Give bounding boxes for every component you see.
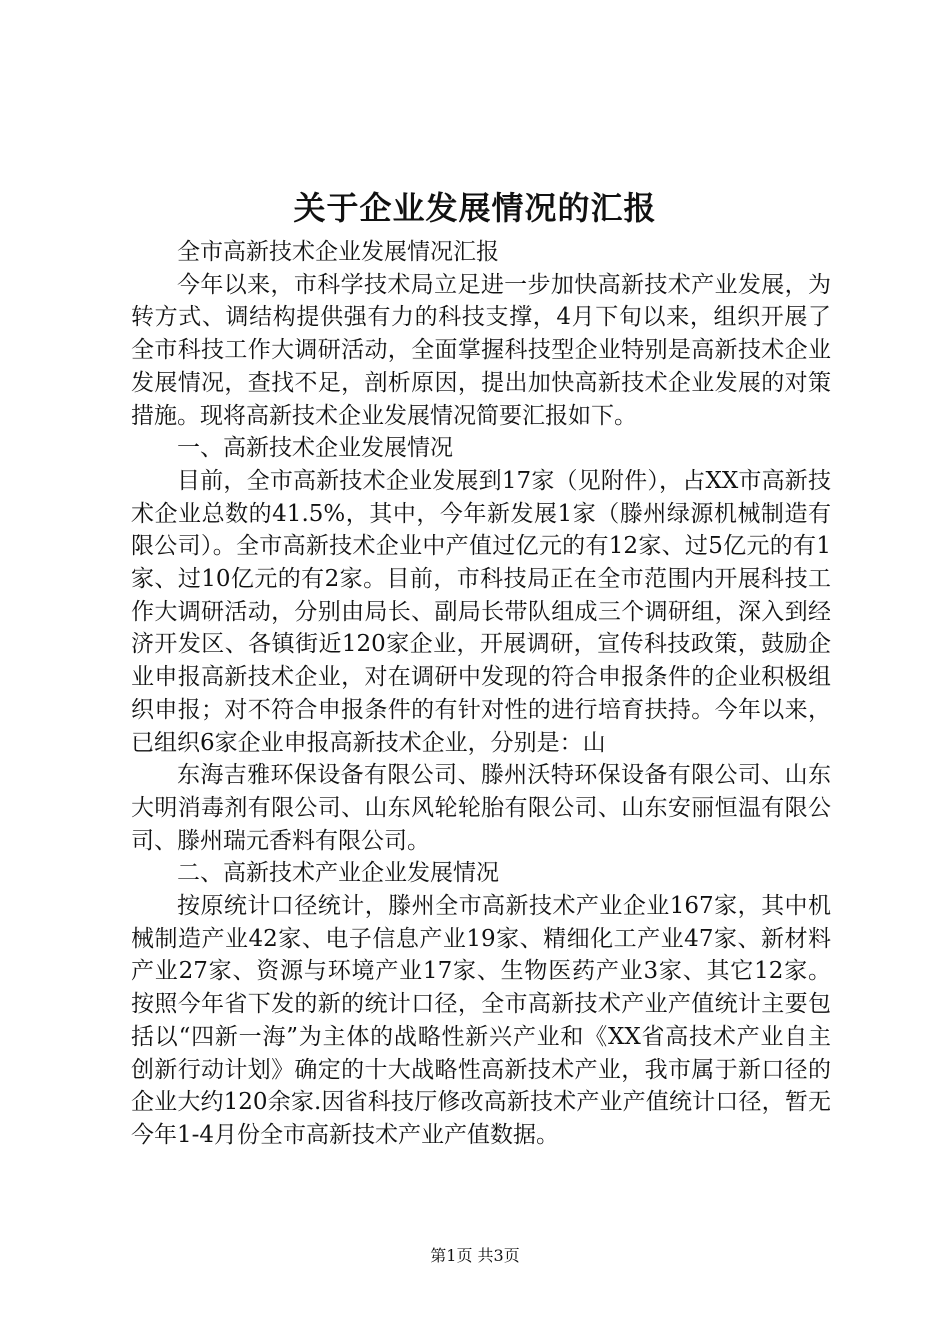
section-heading-2: 二、高新技术产业企业发展情况 xyxy=(177,860,499,887)
paragraph-subtitle: 全市高新技术企业发展情况汇报 xyxy=(177,239,499,265)
document-title: 关于企业发展情况的汇报 xyxy=(293,189,657,227)
paragraph-intro: 今年以来，市科学技术局立足进一步加快高新技术产业发展，为转方式、调结构提供强有力的科技支撑，4月下旬以来，组织开展了全市科技工作大调研活动，全面掌握科技型企业特别是高新技术企业发展情况，查找不足，剖析原因，提出加快高新技术企业发展的对策措施。现将高新技术企业发展情况简要汇报如下。 xyxy=(131,271,831,429)
paragraph-section-2: 按原统计口径统计，滕州全市高新技术产业企业167家，其中机械制造产业42家、电子信息产业19家、精细化工产业47家、新材料产业27家、资源与环境产业17家、生物医药产业3家、其它12家。按照今年省下发的新的统计口径，全市高新技术产业产值统计主要包括以“四新一海”为主体的战略性新兴产业和《XX省高技术产业自主创新行动计划》确定的十大战略性高新技术产业，我市属于新口径的企业大约120余家.因省科技厅修改高新技术产业产值统计口径，暂无今年1-4月份全市高新技术产业产值数据。 xyxy=(131,893,831,1148)
document-body xyxy=(131,236,831,1152)
section-heading-1: 一、高新技术企业发展情况 xyxy=(177,435,453,462)
paragraph-company-list: 东海吉雅环保设备有限公司、滕州沃特环保设备有限公司、山东大明消毒剂有限公司、山东风轮轮胎有限公司、山东安丽恒温有限公司、滕州瑞元香料有限公司。 xyxy=(131,762,831,854)
page-number: 第1页 共3页 xyxy=(430,1246,520,1265)
paragraph-section-1: 目前，全市高新技术企业发展到17家（见附件），占XX市高新技术企业总数的41.5%，其中，今年新发展1家（滕州绿源机械制造有限公司）。全市高新技术企业中产值过亿元的有12家、过5亿元的有1家、过10亿元的有2家。目前，市科技局正在全市范围内开展科技工作大调研活动，分别由局长、副局长带队组成三个调研组，深入到经济开发区、各镇街近120家企业，开展调研，宣传科技政策，鼓励企业申报高新技术企业，对在调研中发现的符合申报条件的企业积极组织申报；对不符合申报条件的有针对性的进行培育扶持。今年以来，已组织6家企业申报高新技术企业，分别是：山 xyxy=(131,467,831,756)
